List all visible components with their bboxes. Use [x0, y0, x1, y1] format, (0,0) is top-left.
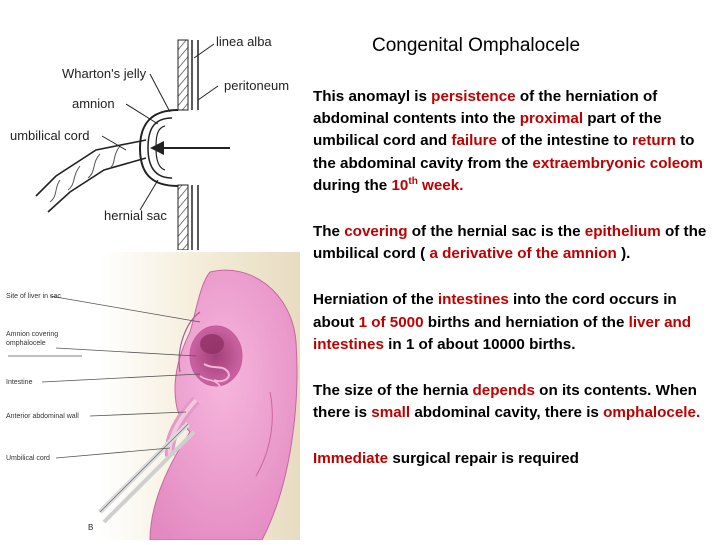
highlighted-text: intestines [437, 291, 509, 309]
text-run: ). [616, 245, 631, 263]
paragraph-definition [313, 86, 717, 197]
panel-letter: B [88, 523, 94, 532]
label-linea-alba: linea alba [216, 34, 272, 49]
paragraph-incidence [313, 289, 717, 356]
omphalocele-illustration [0, 252, 300, 540]
text-run: of the umbilical cord ( [313, 223, 707, 263]
paragraph-covering [313, 221, 717, 265]
text-run: on its contents. When there is [313, 382, 697, 422]
text-run: during the [313, 176, 392, 194]
label-amnion: amnion [72, 96, 115, 111]
text-run: into the cord occurs in about [313, 291, 677, 331]
label-umbilical-cord-2: Umbilical cord [6, 455, 50, 462]
hernia-schematic-figure [0, 0, 300, 250]
paragraph-size [313, 380, 717, 424]
highlighted-text: a derivative of the amnion [429, 245, 617, 263]
text-run: surgical repair is required [388, 450, 579, 468]
label-intestine: Intestine [6, 379, 33, 386]
highlighted-text: failure [451, 132, 497, 150]
hernial-sac-drawing [190, 326, 242, 386]
paragraph-treatment [313, 448, 717, 470]
label-site-of-liver: Site of liver in sac [6, 293, 61, 300]
text-run: of the hernial sac is the [407, 223, 585, 241]
highlighted-text: omphalocele. [603, 404, 701, 422]
text-run: part of the umbilical cord and [313, 110, 662, 150]
label-amnion-covering-1: Amnion covering [6, 331, 59, 338]
highlighted-text: epithelium [584, 223, 661, 241]
highlighted-text: covering [344, 223, 408, 241]
text-run: The [313, 223, 345, 241]
text-column [313, 86, 717, 495]
highlighted-text: 10 [391, 176, 409, 194]
text-run: of the herniation of abdominal contents into the [313, 88, 658, 128]
highlighted-text: proximal [519, 110, 584, 128]
highlighted-text: Immediate [313, 450, 389, 468]
abdominal-wall-lower [178, 185, 198, 250]
label-anterior-abdominal-wall: Anterior abdominal wall [6, 413, 79, 420]
umbilical-cord-drawing [36, 140, 146, 212]
highlighted-text: th [408, 175, 418, 187]
highlighted-text: small [371, 404, 411, 422]
text-run: abdominal cavity, there is [410, 404, 604, 422]
text-run: of the intestine to [496, 132, 632, 150]
highlighted-text: 1 of 5000 [358, 313, 424, 331]
highlighted-text: week. [417, 176, 464, 194]
text-run: to the abdominal cavity from the [313, 132, 695, 172]
label-peritoneum: peritoneum [224, 78, 290, 93]
highlighted-text: return [631, 132, 676, 150]
slide-title: Congenital Omphalocele [372, 35, 581, 56]
label-amnion-covering-2: omphalocele [6, 340, 46, 347]
text-run: This anomayl is [313, 88, 432, 105]
highlighted-text: liver and intestines [313, 313, 692, 353]
label-hernial-sac: hernial sac [104, 208, 167, 223]
herniation-arrow [150, 141, 230, 155]
text-run: births and herniation of the [423, 313, 629, 331]
label-umbilical-cord: umbilical cord [10, 128, 90, 143]
abdominal-wall-upper [178, 40, 198, 110]
text-run: The size of the hernia [313, 382, 473, 400]
highlighted-text: extraembryonic coleom [532, 154, 703, 172]
highlighted-text: depends [472, 382, 535, 400]
text-run: in 1 of about 10000 births. [383, 335, 576, 353]
label-whartons-jelly: Wharton's jelly [62, 66, 147, 81]
highlighted-text: persistence [431, 88, 516, 105]
text-run: Herniation of the [313, 291, 438, 309]
